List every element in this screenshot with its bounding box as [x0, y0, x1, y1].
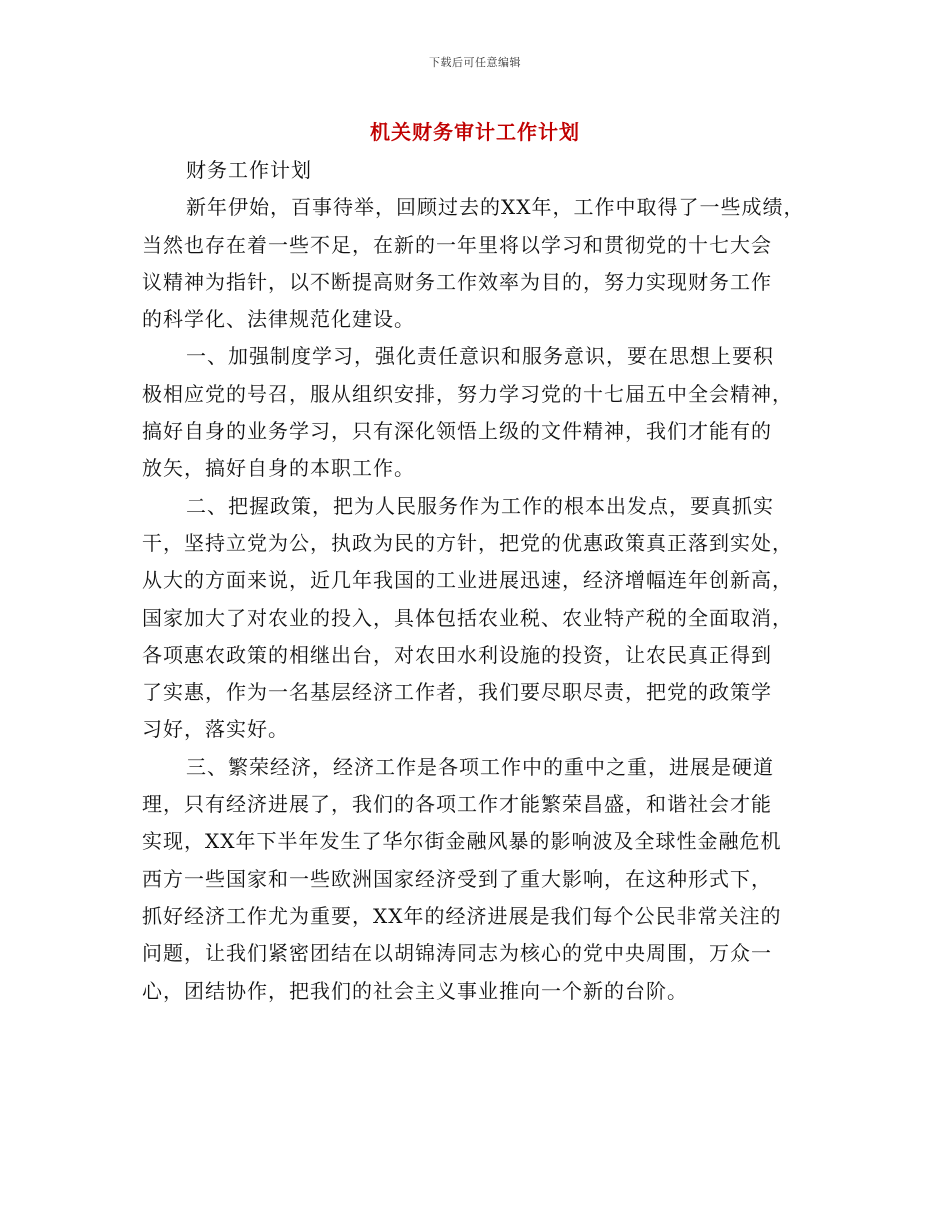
- document-body: [142, 152, 810, 1010]
- body-line: 三、繁荣经济，经济工作是各项工作中的重中之重，进展是硬道: [186, 754, 774, 779]
- body-line: 一、加强制度学习，强化责任意识和服务意识，要在思想上要积: [186, 344, 774, 369]
- body-line: 议精神为指针，以不断提高财务工作效率为目的，努力实现财务工作: [142, 269, 772, 294]
- body-line: 各项惠农政策的相继出台，对农田水利设施的投资，让农民真正得到: [142, 642, 772, 667]
- document-title: 机关财务审计工作计划: [370, 120, 580, 144]
- body-line: 心，团结协作，把我们的社会主义事业推向一个新的台阶。: [142, 978, 688, 1003]
- body-line: 习好，落实好。: [142, 717, 289, 742]
- body-line: 问题，让我们紧密团结在以胡锦涛同志为核心的党中央周围，万众一: [142, 941, 772, 966]
- body-line: 实现，XX年下半年发生了华尔街金融风暴的影响波及全球性金融危机: [142, 829, 782, 854]
- body-line: 当然也存在着一些不足，在新的一年里将以学习和贯彻党的十七大会: [142, 232, 772, 257]
- body-line: 国家加大了对农业的投入，具体包括农业税、农业特产税的全面取消，: [142, 605, 793, 630]
- body-line: 新年伊始，百事待举，回顾过去的XX年，工作中取得了一些成绩，: [186, 195, 805, 220]
- body-line: 理，只有经济进展了，我们的各项工作才能繁荣昌盛，和谐社会才能: [142, 792, 772, 817]
- body-line: 极相应党的号召，服从组织安排，努力学习党的十七届五中全会精神，: [142, 381, 793, 406]
- body-line: 干，坚持立党为公，执政为民的方针，把党的优惠政策真正落到实处，: [142, 530, 793, 555]
- body-line: 二、把握政策，把为人民服务作为工作的根本出发点，要真抓实: [186, 493, 774, 518]
- body-line: 了实惠，作为一名基层经济工作者，我们要尽职尽责，把党的政策学: [142, 680, 772, 705]
- body-line: 抓好经济工作尤为重要，XX年的经济进展是我们每个公民非常关注的: [142, 903, 782, 928]
- body-line: 从大的方面来说，近几年我国的工业进展迅速，经济增幅连年创新高，: [142, 568, 793, 593]
- body-line: 搞好自身的业务学习，只有深化领悟上级的文件精神，我们才能有的: [142, 419, 772, 444]
- body-line: 财务工作计划: [186, 158, 312, 182]
- body-line: 西方一些国家和一些欧洲国家经济受到了重大影响，在这种形式下，: [142, 866, 772, 891]
- body-line: 的科学化、法律规范化建设。: [142, 307, 415, 332]
- body-line: 放矢，搞好自身的本职工作。: [142, 456, 415, 481]
- header-note: 下载后可任意编辑: [429, 56, 521, 69]
